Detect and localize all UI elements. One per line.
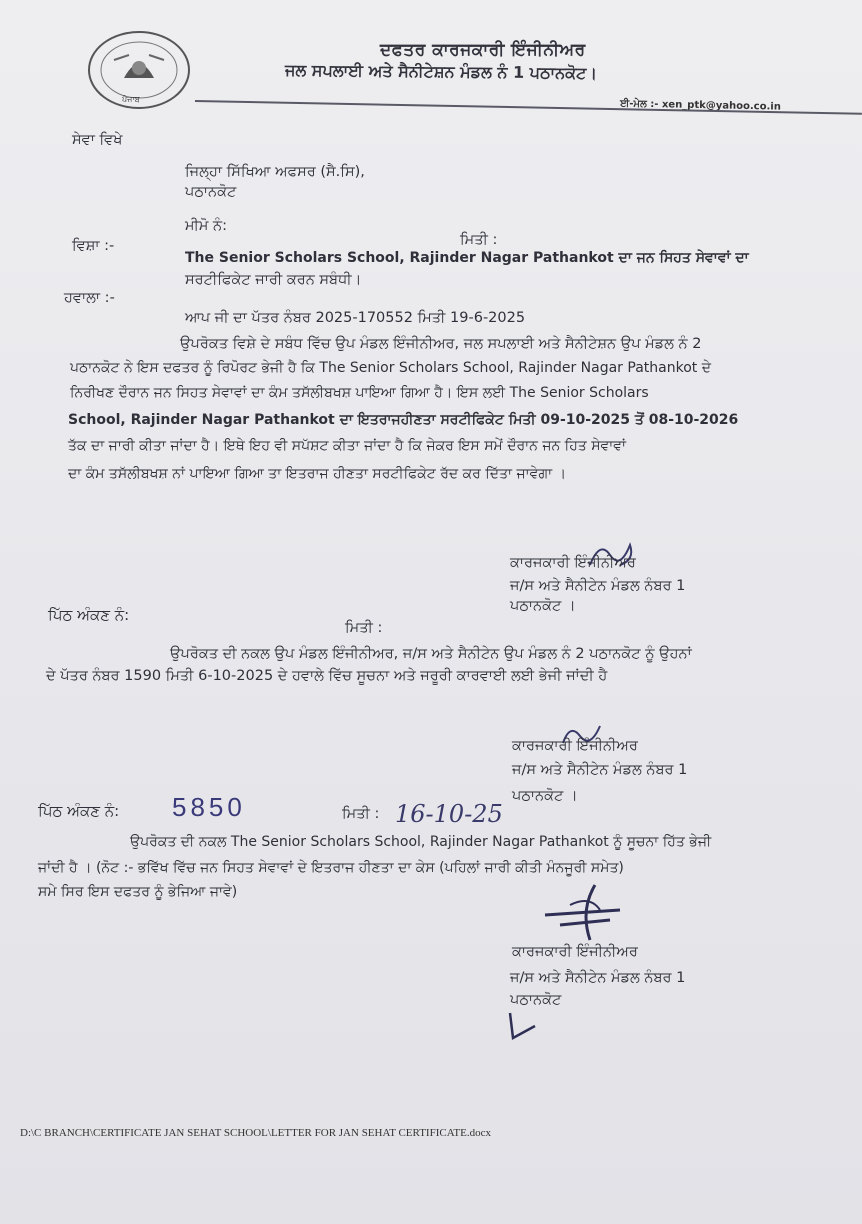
body-line2: ਪਠਾਨਕੋਟ ਨੇ ਇਸ ਦਫਤਰ ਨੂੰ ਰਿਪੋਰਟ ਭੇਜੀ ਹੈ ਕਿ The Senior Scholars School, Rajinder Nagar Pathankot ਦੇ	[70, 360, 711, 376]
endorsement2-line3: ਸਮੇ ਸਿਰ ਇਸ ਦਫਤਰ ਨੂੰ ਭੇਜਿਆ ਜਾਵੇ)	[38, 884, 238, 900]
sig1-designation: ਕਾਰਜਕਾਰੀ ਇੰਜੀਨੀਅਰ	[510, 555, 636, 571]
office-title-line2: ਜਲ ਸਪਲਾਈ ਅਤੇ ਸੈਨੀਟੇਸ਼ਨ ਮੰਡਲ ਨੰ 1 ਪਠਾਨਕੋਟ।	[284, 60, 598, 83]
subject-label: ਵਿਸ਼ਾ :-	[72, 238, 115, 254]
endorsement2-line1: ਉਪਰੋਕਤ ਦੀ ਨਕਲ The Senior Scholars School, Rajinder Nagar Pathankot ਨੂੰ ਸੂਚਨਾ ਹਿੱਤ ਭੇਜੀ	[130, 834, 712, 850]
sig2-place: ਪਠਾਨਕੋਟ ।	[512, 788, 578, 804]
sig3-place: ਪਠਾਨਕੋਟ	[510, 992, 562, 1008]
endorsement1-line2: ਦੇ ਪੱਤਰ ਨੰਬਰ 1590 ਮਿਤੀ 6-10-2025 ਦੇ ਹਵਾਲੇ ਵਿੱਚ ਸੂਚਨਾ ਅਤੇ ਜਰੂਰੀ ਕਾਰਵਾਈ ਲਈ ਭੇਜੀ ਜਾਂਦੀ ਹੈ	[46, 668, 608, 684]
sig3-designation: ਕਾਰਜਕਾਰੀ ਇੰਜੀਨੀਅਰ	[512, 944, 638, 960]
subject-line2: ਸਰਟੀਫਿਕੇਟ ਜਾਰੀ ਕਰਨ ਸਬੰਧੀ।	[185, 272, 362, 288]
endorsement1-label: ਪਿੱਠ ਅੰਕਣ ਨੰ:	[48, 606, 130, 624]
reference-text: ਆਪ ਜੀ ਦਾ ਪੱਤਰ ਨੰਬਰ 2025-170552 ਮਿਤੀ 19-6-2025	[185, 310, 526, 326]
memo-date-label: ਮਿਤੀ :	[460, 232, 498, 248]
office-title-line1: ਦਫਤਰ ਕਾਰਜਕਾਰੀ ਇੰਜੀਨੀਅਰ	[380, 40, 586, 60]
sig3-division: ਜ/ਸ ਅਤੇ ਸੈਨੀਟੇਨ ਮੰਡਲ ਨੰਬਰ 1	[510, 970, 686, 986]
to-line: ਸੇਵਾ ਵਿਖੇ	[72, 132, 123, 148]
body-line6: ਦਾ ਕੰਮ ਤਸੱਲੀਬਖਸ਼ ਨਾਂ ਪਾਇਆ ਗਿਆ ਤਾ ਇਤਰਾਜ ਹੀਣਤਾ ਸਰਟੀਫਿਕੇਟ ਰੱਦ ਕਰ ਦਿੱਤਾ ਜਾਵੇਗਾ ।	[68, 466, 567, 482]
endorsement2-date-handwritten: 16-10-25	[395, 800, 503, 828]
sig1-place: ਪਠਾਨਕੋਟ ।	[510, 598, 576, 614]
file-path-footer: D:\C BRANCH\CERTIFICATE JAN SEHAT SCHOOL\LETTER FOR JAN SEHAT CERTIFICATE.docx	[20, 1127, 491, 1139]
subject-line1: The Senior Scholars School, Rajinder Nagar Pathankot ਦਾ ਜਨ ਸਿਹਤ ਸੇਵਾਵਾਂ ਦਾ	[185, 250, 749, 266]
endorsement2-date-label: ਮਿਤੀ :	[342, 806, 380, 822]
signature-mark-3	[540, 880, 630, 950]
memo-number-label: ਮੀਮੋ ਨੰ:	[185, 218, 228, 234]
sig1-division: ਜ/ਸ ਅਤੇ ਸੈਨੀਟੇਨ ਮੰਡਲ ਨੰਬਰ 1	[510, 578, 686, 594]
logo-caption: ਪੰਜਾਬ	[122, 95, 140, 104]
office-email: ਈ-ਮੇਲ :- xen_ptk@yahoo.co.in	[619, 98, 782, 113]
addressee-line2: ਪਠਾਨਕੋਟ	[185, 184, 237, 200]
endorsement2-label: ਪਿੱਠ ਅੰਕਣ ਨੰ:	[38, 802, 120, 820]
body-line4: School, Rajinder Nagar Pathankot ਦਾ ਇਤਰਾਜਹੀਣਤਾ ਸਰਟੀਫਿਕੇਟ ਮਿਤੀ 09-10-2025 ਤੋਂ 08-10-2026	[68, 412, 739, 428]
body-line5: ਤੱਕ ਦਾ ਜਾਰੀ ਕੀਤਾ ਜਾਂਦਾ ਹੈ। ਇਥੇ ਇਹ ਵੀ ਸਪੱਸ਼ਟ ਕੀਤਾ ਜਾਂਦਾ ਹੈ ਕਿ ਜੇਕਰ ਇਸ ਸਮੇਂ ਦੌਰਾਨ ਜਨ ਹਿਤ ਸੇਵਾਵਾਂ	[68, 438, 627, 454]
endorsement1-date-label: ਮਿਤੀ :	[345, 620, 383, 636]
reference-label: ਹਵਾਲਾ :-	[64, 290, 115, 306]
endorsement1-line1: ਉਪਰੋਕਤ ਦੀ ਨਕਲ ਉਪ ਮੰਡਲ ਇੰਜੀਨੀਅਰ, ਜ/ਸ ਅਤੇ ਸੈਨੀਟੇਨ ਉਪ ਮੰਡਲ ਨੰ 2 ਪਠਾਨਕੋਟ ਨੂੰ ਉਹਨਾਂ	[170, 646, 692, 662]
initial-mark	[505, 1008, 545, 1043]
body-line1: ਉਪਰੋਕਤ ਵਿਸ਼ੇ ਦੇ ਸਬੰਧ ਵਿੱਚ ਉਪ ਮੰਡਲ ਇੰਜੀਨੀਅਰ, ਜਲ ਸਪਲਾਈ ਅਤੇ ਸੈਨੀਟੇਸ਼ਨ ਉਪ ਮੰਡਲ ਨੰ 2	[180, 336, 702, 352]
body-line3: ਨਿਰੀਖਣ ਦੌਰਾਨ ਜਨ ਸਿਹਤ ਸੇਵਾਵਾਂ ਦਾ ਕੰਮ ਤਸੱਲੀਬਖਸ਼ ਪਾਇਆ ਗਿਆ ਹੈ। ਇਸ ਲਈ The Senior Scholars	[70, 385, 649, 401]
endorsement2-line2: ਜਾਂਦੀ ਹੈ । (ਨੋਟ :- ਭਵਿੱਖ ਵਿੱਚ ਜਨ ਸਿਹਤ ਸੇਵਾਵਾਂ ਦੇ ਇਤਰਾਜ ਹੀਣਤਾ ਦਾ ਕੇਸ (ਪਹਿਲਾਂ ਜਾਰੀ ਕੀਤੀ ਮੰਨਜੂਰੀ ਸਮੇਤ)	[38, 860, 624, 876]
addressee-line1: ਜਿਲ੍ਹਾ ਸਿੱਖਿਆ ਅਫਸਰ (ਸੈ.ਸਿ),	[185, 164, 365, 180]
sig2-designation: ਕਾਰਜਕਾਰੀ ਇੰਜੀਨੀਅਰ	[512, 738, 638, 754]
endorsement2-number-handwritten: 5850	[172, 792, 246, 822]
sig2-division: ਜ/ਸ ਅਤੇ ਸੈਨੀਟੇਨ ਮੰਡਲ ਨੰਬਰ 1	[512, 762, 688, 778]
